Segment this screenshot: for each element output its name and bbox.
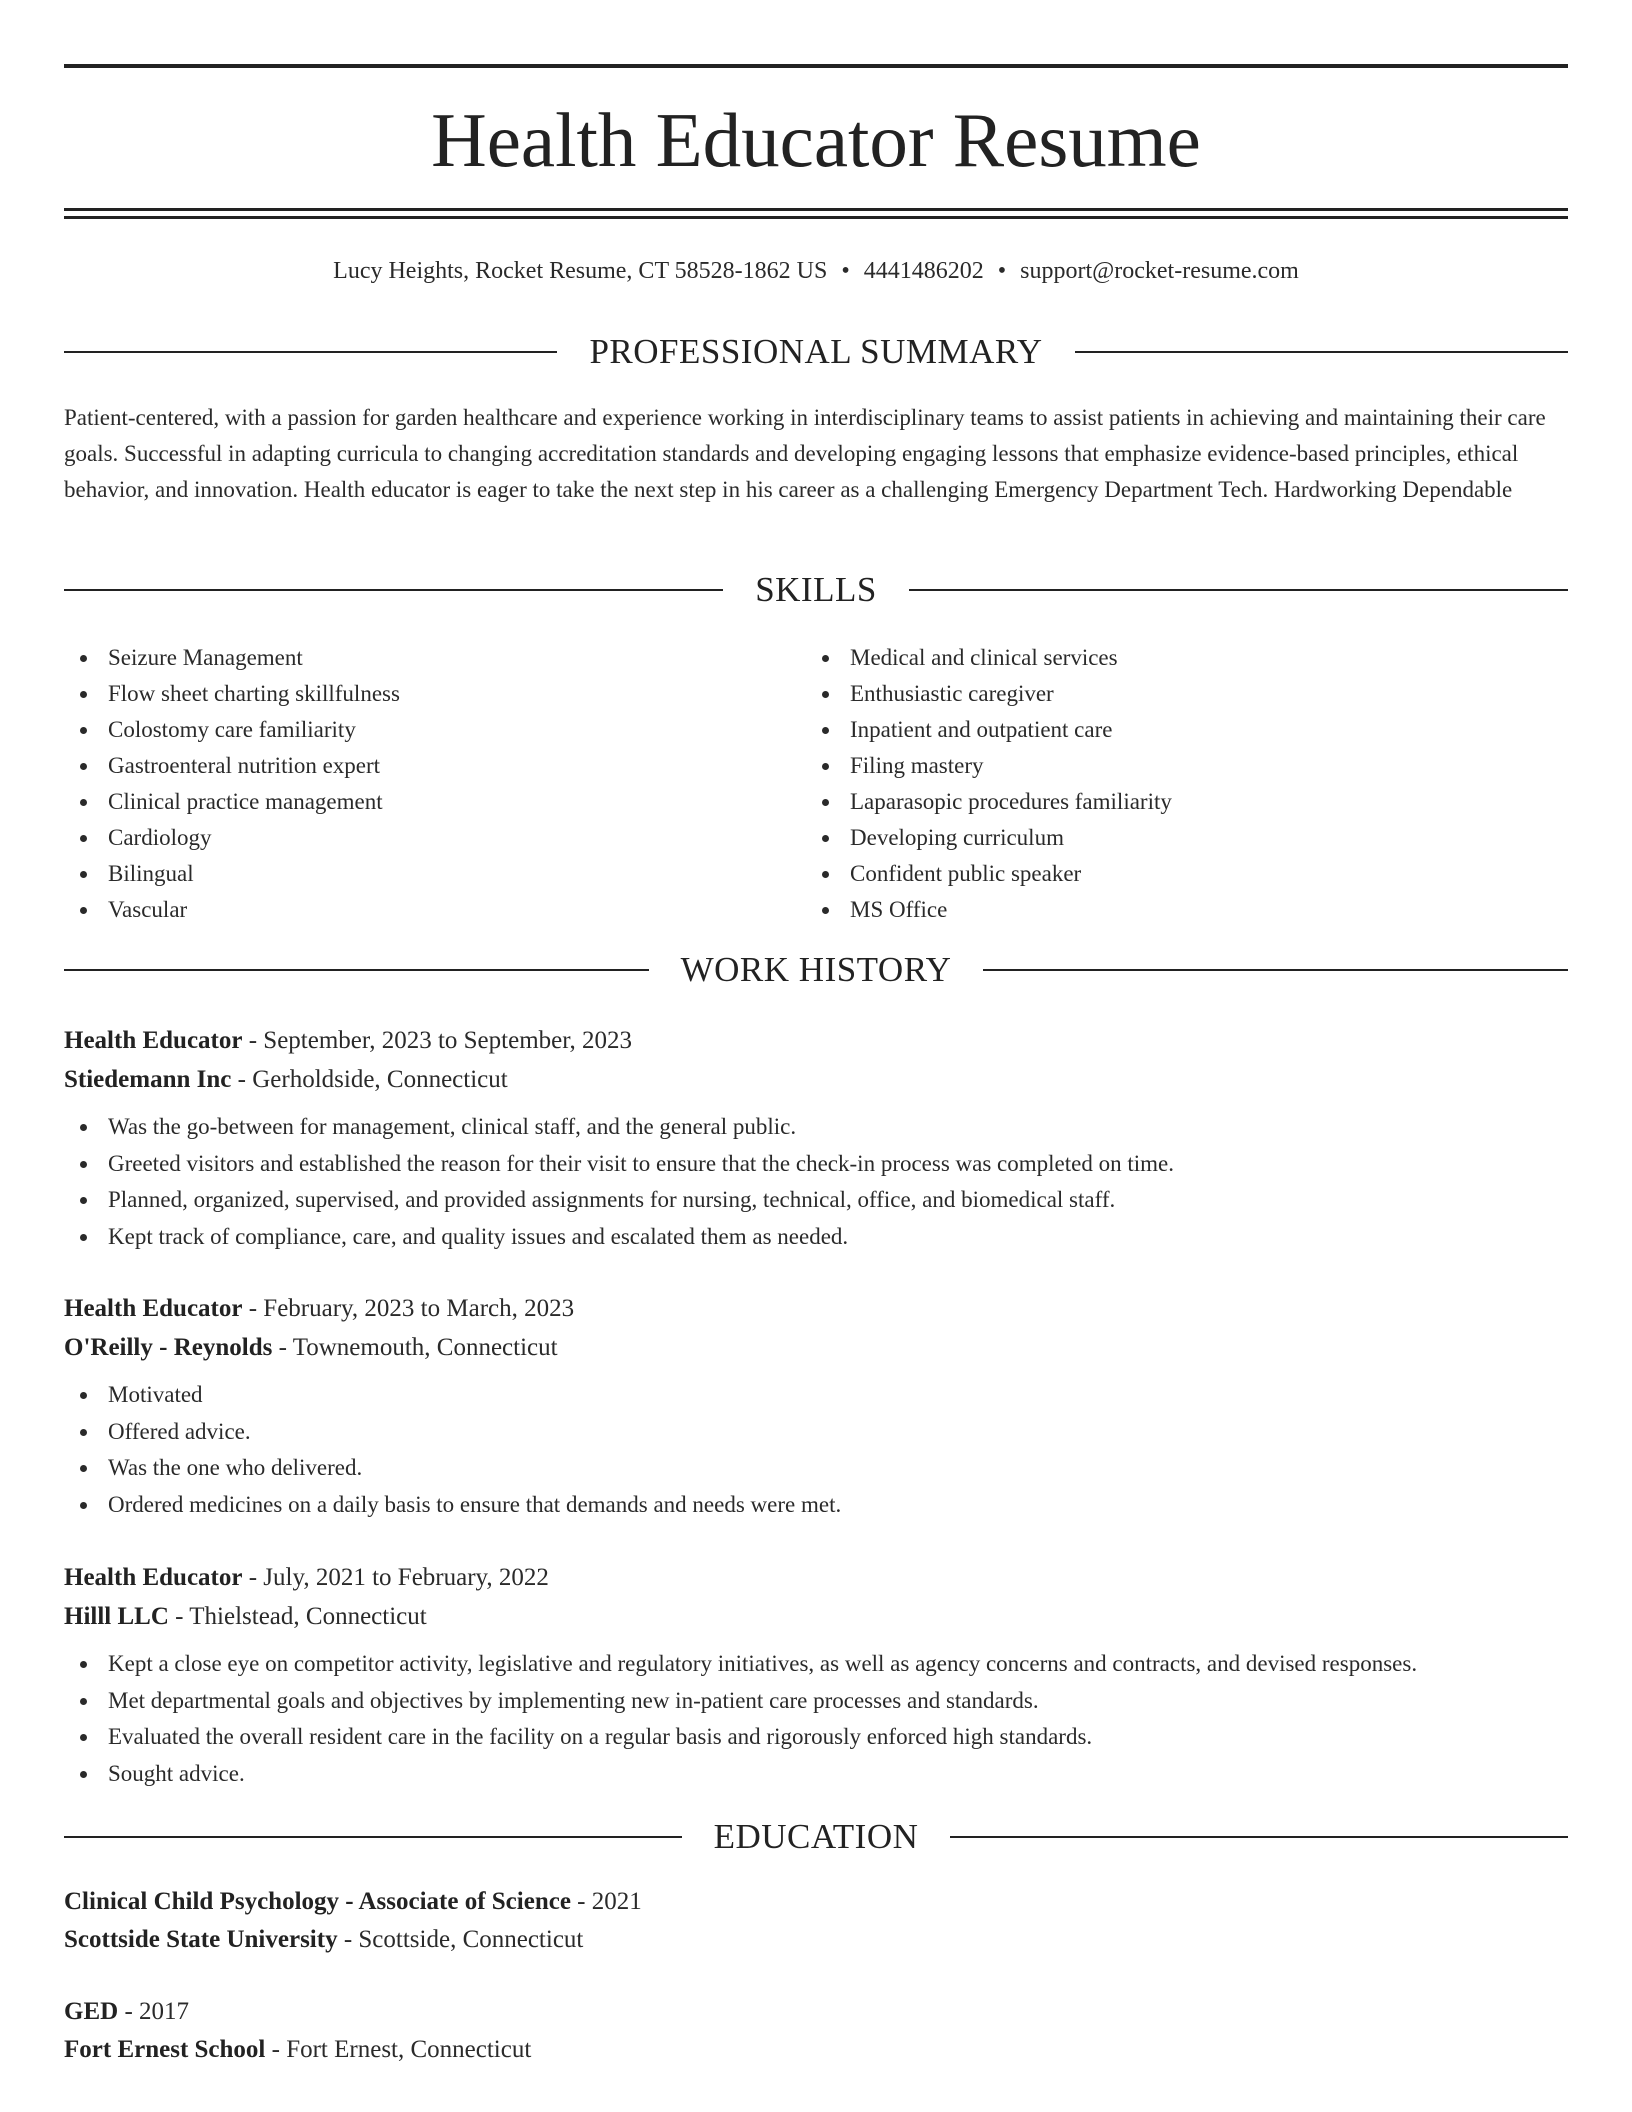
skills-list-right (806, 640, 1566, 928)
job-location: Thielstead, Connecticut (189, 1603, 427, 1630)
skill-item: Bilingual (64, 856, 804, 892)
job-bullet: Kept a close eye on competitor activity, legislative and regulatory initiatives, as well as agency concerns and contracts, and devised responses. (64, 1646, 1568, 1683)
job-entry (64, 1289, 1568, 1523)
heading-rule (909, 589, 1568, 591)
dash: - (242, 1564, 264, 1591)
job-title: Health Educator (64, 1027, 243, 1054)
section-heading-skills (64, 570, 1568, 610)
contact-phone: 4441486202 (863, 258, 984, 284)
header-top-rule (64, 64, 1568, 68)
job-bullet: Sought advice. (64, 1756, 1568, 1793)
education-degree: Clinical Child Psychology - Associate of Science (64, 1888, 571, 1915)
resume-title: Health Educator Resume (431, 97, 1201, 183)
job-bullet-list (64, 1646, 1568, 1792)
job-company: Stiedemann Inc (64, 1066, 232, 1093)
dash: - (118, 1998, 140, 2025)
section-heading-work-history (64, 950, 1568, 990)
skill-item: Flow sheet charting skillfulness (64, 676, 804, 712)
job-title: Health Educator (64, 1295, 243, 1322)
job-company: O'Reilly - Reynolds (64, 1334, 273, 1361)
dash: - (265, 2036, 287, 2063)
section-heading-label: EDUCATION (713, 1817, 919, 1856)
dash: - (242, 1295, 264, 1322)
job-dates: February, 2023 to March, 2023 (263, 1295, 575, 1322)
skill-item: Colostomy care familiarity (64, 712, 804, 748)
job-entry (64, 1558, 1568, 1792)
skill-item: Inpatient and outpatient care (806, 712, 1566, 748)
job-company: Hilll LLC (64, 1603, 169, 1630)
job-entry (64, 1021, 1568, 1255)
skill-item: Seizure Management (64, 640, 804, 676)
job-location: Gerholdside, Connecticut (252, 1066, 508, 1093)
job-title-line (64, 1558, 1568, 1597)
job-bullet: Was the one who delivered. (64, 1450, 1568, 1487)
job-bullet: Met departmental goals and objectives by implementing new in-patient care processes and standards. (64, 1683, 1568, 1720)
job-title-line (64, 1289, 1568, 1328)
skills-list-left (64, 640, 804, 928)
job-title-line (64, 1021, 1568, 1060)
section-heading-summary (64, 332, 1568, 372)
heading-rule (64, 589, 723, 591)
skill-item: Medical and clinical services (806, 640, 1566, 676)
job-company-line (64, 1328, 1568, 1367)
job-bullet-list (64, 1109, 1568, 1255)
dash: - (231, 1066, 253, 1093)
heading-rule (950, 1836, 1568, 1838)
skill-item: Confident public speaker (806, 856, 1566, 892)
skill-item: Gastroenteral nutrition expert (64, 748, 804, 784)
skill-item: Filing mastery (806, 748, 1566, 784)
section-heading-label: SKILLS (755, 570, 877, 609)
job-bullet: Motivated (64, 1377, 1568, 1414)
education-school-line (64, 1921, 1568, 1959)
job-company-line (64, 1060, 1568, 1099)
job-title: Health Educator (64, 1564, 243, 1591)
skill-item: Developing curriculum (806, 820, 1566, 856)
education-degree-line (64, 1883, 1568, 1921)
contact-line (64, 256, 1568, 286)
job-bullet-list (64, 1377, 1568, 1523)
job-dates: September, 2023 to September, 2023 (263, 1027, 633, 1054)
heading-rule (64, 1836, 682, 1838)
job-bullet: Planned, organized, supervised, and provided assignments for nursing, technical, office, and biomedical staff. (64, 1182, 1568, 1219)
heading-rule (1075, 351, 1568, 353)
education-entry (64, 1883, 1568, 1959)
job-bullet: Was the go-between for management, clinical staff, and the general public. (64, 1109, 1568, 1146)
education-school-line (64, 2031, 1568, 2069)
education-location: Fort Ernest, Connecticut (286, 2036, 532, 2063)
skill-item: Clinical practice management (64, 784, 804, 820)
skill-item: MS Office (806, 892, 1566, 928)
dash: - (242, 1027, 264, 1054)
skill-item: Laparasopic procedures familiarity (806, 784, 1566, 820)
section-heading-label: PROFESSIONAL SUMMARY (589, 332, 1043, 371)
job-dates: July, 2021 to February, 2022 (263, 1564, 549, 1591)
dash: - (337, 1926, 359, 1953)
heading-rule (983, 969, 1568, 971)
section-heading-education (64, 1817, 1568, 1857)
dash: - (272, 1334, 293, 1361)
heading-rule (64, 969, 649, 971)
job-bullet: Offered advice. (64, 1414, 1568, 1451)
skill-item: Vascular (64, 892, 804, 928)
contact-separator: • (997, 258, 1007, 284)
education-degree-line (64, 1993, 1568, 2031)
summary-text: Patient-centered, with a passion for garden healthcare and experience working in interdisciplinary teams to assist patients in achieving and maintaining their care goals. Successful in adapting curricula to changing accreditation standards and developing engaging lessons that emphasize evidence-based principles, ethical behavior, and innovation. Health educator is eager to take the next step in his career as a challenging Emergency Department Tech. Hardworking Dependable (64, 405, 1546, 502)
header-double-rule-lower (64, 216, 1568, 219)
contact-separator: • (841, 258, 850, 284)
contact-address: Lucy Heights, Rocket Resume, CT 58528-1862 US (333, 258, 828, 284)
job-bullet: Greeted visitors and established the reason for their visit to ensure that the check-in process was completed on time. (64, 1146, 1568, 1183)
education-degree: GED (64, 1998, 119, 2025)
section-heading-label: WORK HISTORY (680, 950, 952, 989)
header-double-rule-upper (64, 208, 1568, 211)
dash: - (168, 1603, 190, 1630)
education-year: 2021 (591, 1888, 642, 1915)
job-bullet: Ordered medicines on a daily basis to ensure that demands and needs were met. (64, 1487, 1568, 1524)
skill-item: Cardiology (64, 820, 804, 856)
heading-rule (64, 351, 557, 353)
job-bullet: Kept track of compliance, care, and quality issues and escalated them as needed. (64, 1219, 1568, 1256)
education-school: Fort Ernest School (64, 2036, 266, 2063)
job-bullet: Evaluated the overall resident care in the facility on a regular basis and rigorously enforced high standards. (64, 1719, 1568, 1756)
education-entry (64, 1993, 1568, 2069)
contact-email: support@rocket-resume.com (1020, 258, 1299, 284)
education-school: Scottside State University (64, 1926, 338, 1953)
dash: - (570, 1888, 592, 1915)
job-company-line (64, 1597, 1568, 1636)
skill-item: Enthusiastic caregiver (806, 676, 1566, 712)
education-year: 2017 (139, 1998, 190, 2025)
education-location: Scottside, Connecticut (358, 1926, 584, 1953)
job-location: Townemouth, Connecticut (292, 1334, 558, 1361)
